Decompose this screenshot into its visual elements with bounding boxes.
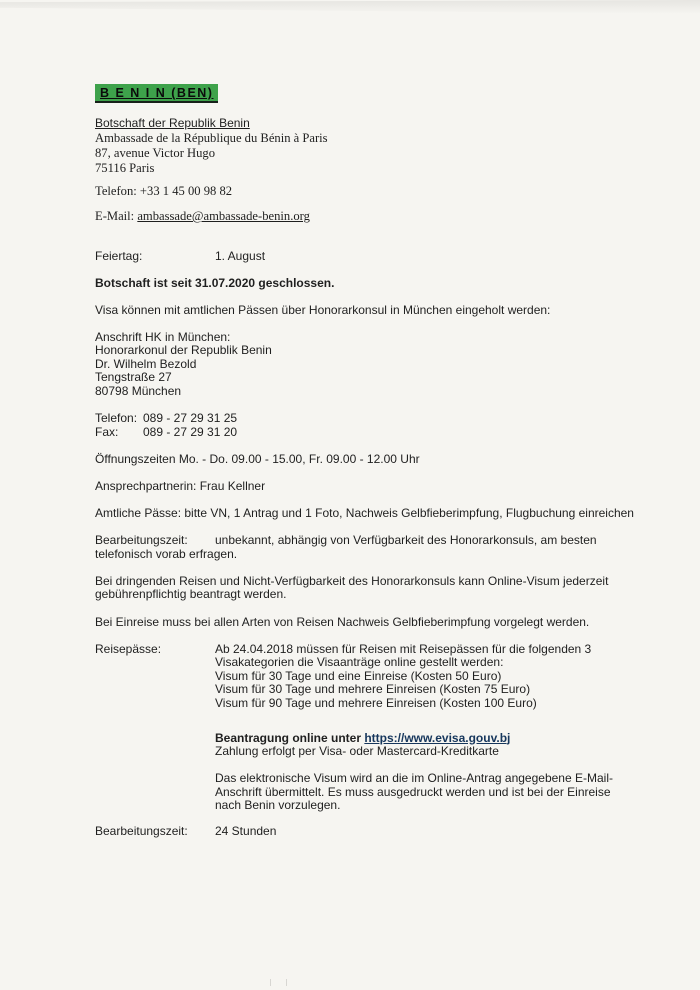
email-link[interactable]: ambassade@ambassade-benin.org — [137, 209, 310, 223]
embassy-address-line: 75116 Paris — [95, 161, 155, 175]
evisa-delivery-line: nach Benin vorzulegen. — [215, 798, 341, 813]
processing-time-label: Bearbeitungszeit: — [95, 533, 188, 548]
passport-intro-line: Visum für 30 Tage und mehrere Einreisen (Kosten 75 Euro) — [215, 682, 531, 697]
passports-label: Reisepässe: — [95, 641, 162, 656]
evisa-processing-label: Bearbeitungszeit: — [95, 824, 188, 839]
embassy-address-line: 87, avenue Victor Hugo — [95, 146, 216, 160]
passports-detail-column — [215, 643, 613, 813]
evisa-link[interactable]: https://www.evisa.gouv.bj — [364, 730, 511, 745]
hk-heading: Anschrift HK in München: — [95, 329, 231, 344]
processing-time-row — [95, 534, 662, 548]
email-label: E-Mail: — [95, 209, 138, 223]
processing-time-block — [95, 534, 662, 561]
passport-intro-line: Ab 24.04.2018 müssen für Reisen mit Reisepässen für die folgenden 3 — [215, 641, 592, 656]
hk-phone-label: Telefon: — [95, 411, 138, 426]
holiday-value: 1. August — [215, 249, 266, 263]
official-passports-note: Amtliche Pässe: bitte VN, 1 Antrag und 1 Foto, Nachweis Gelbfieberimpfung, Flugbuchung einreichen — [95, 506, 634, 521]
evisa-delivery-note — [215, 772, 613, 813]
urgent-notice-line: Bei dringenden Reisen und Nicht-Verfügbarkeit des Honorarkonsuls kann Online-Visum jederzeit — [95, 573, 609, 588]
embassy-title: Botschaft der Republik Benin — [95, 116, 250, 130]
evisa-delivery-line: Anschrift übermittelt. Es muss ausgedruckt werden und ist bei der Einreise — [215, 784, 611, 799]
embassy-email-line — [95, 209, 662, 224]
scan-artifact-mark — [270, 979, 271, 986]
entry-requirement: Bei Einreise muss bei allen Arten von Reisen Nachweis Gelbfieberimpfung vorgelegt werden. — [95, 614, 590, 629]
contact-person: Ansprechpartnerin: Frau Kellner — [95, 478, 266, 493]
apply-online-line — [215, 732, 613, 746]
hk-phone-line — [95, 412, 662, 426]
evisa-processing-value: 24 Stunden — [215, 824, 277, 839]
hk-phone-value: 089 - 27 29 31 25 — [143, 411, 238, 426]
hk-fax-line — [95, 426, 662, 440]
evisa-processing-row — [95, 825, 662, 839]
visa-notice: Visa können mit amtlichen Pässen über Honorarkonsul in München eingeholt werden: — [95, 302, 551, 317]
scan-artifact-mark — [286, 979, 287, 986]
hk-fax-label: Fax: — [95, 424, 119, 439]
holiday-row — [95, 249, 662, 263]
urgent-notice-line: gebührenpflichtig beantragt werden. — [95, 587, 287, 602]
embassy-address-line: Ambassade de la République du Bénin à Paris — [95, 131, 328, 145]
passport-intro-line: Visum für 30 Tage und eine Einreise (Kosten 50 Euro) — [215, 668, 502, 683]
embassy-phone: Telefon: +33 1 45 00 98 82 — [95, 184, 233, 198]
holiday-label: Feiertag: — [95, 249, 143, 263]
hk-address-line: Honorarkonul der Republik Benin — [95, 343, 272, 358]
country-badge: B E N I N (BEN) — [95, 84, 218, 103]
processing-time-continuation: telefonisch vorab erfragen. — [95, 546, 238, 561]
evisa-delivery-line: Das elektronische Visum wird an die im Online-Antrag angegebene E-Mail- — [215, 771, 613, 786]
passport-intro-line: Visum für 90 Tage und mehrere Einreisen (Kosten 100 Euro) — [215, 695, 537, 710]
passport-intro-line: Visakategorien die Visaanträge online gestellt werden: — [215, 655, 504, 670]
hk-address-line: Tengstraße 27 — [95, 370, 172, 385]
apply-online-label: Beantragung online unter — [215, 730, 365, 745]
closure-notice: Botschaft ist seit 31.07.2020 geschlossen. — [95, 275, 335, 290]
processing-time-value: unbekannt, abhängig von Verfügbarkeit des Honorarkonsuls, am besten — [215, 533, 597, 548]
payment-note: Zahlung erfolgt per Visa- oder Mastercard-Kreditkarte — [215, 744, 499, 759]
hk-phone-fax-block — [95, 412, 662, 439]
passports-section — [95, 643, 662, 813]
hk-fax-value: 089 - 27 29 31 20 — [143, 424, 238, 439]
hk-address-line: Dr. Wilhelm Bezold — [95, 356, 197, 371]
hk-address-block — [95, 331, 662, 399]
hk-address-line: 80798 München — [95, 384, 182, 399]
opening-hours: Öffnungszeiten Mo. - Do. 09.00 - 15.00, Fr. 09.00 - 12.00 Uhr — [95, 451, 420, 466]
urgent-notice — [95, 575, 662, 602]
